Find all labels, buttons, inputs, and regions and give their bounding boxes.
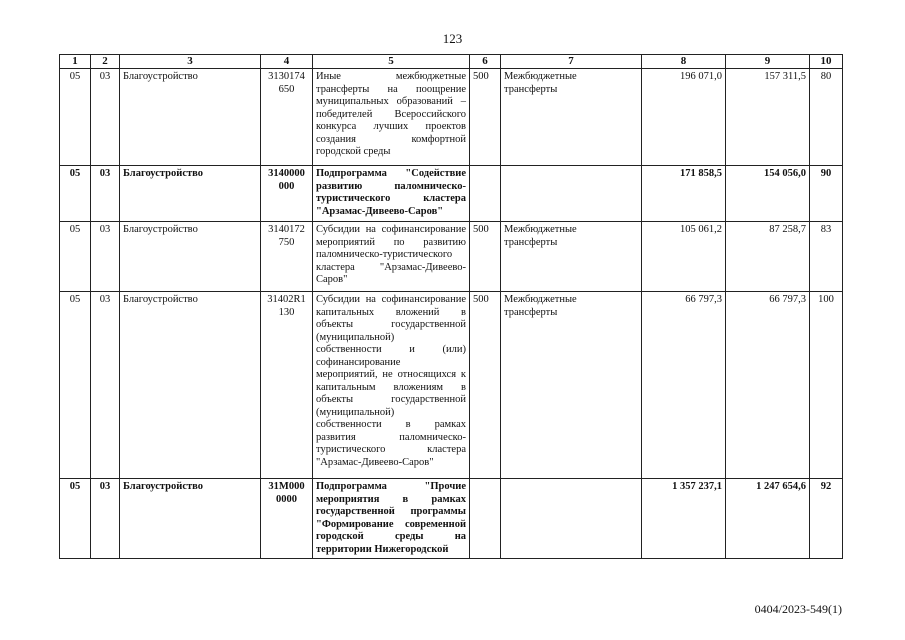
description-cell	[313, 166, 470, 222]
target-article-cell	[261, 69, 313, 166]
description-cell-line: капитальным вложениям в	[316, 381, 466, 393]
amount-actual-cell: 1 247 654,6	[726, 479, 810, 559]
expense-type-name-cell-line: трансферты	[504, 236, 558, 248]
target-article-cell-line: 3140172	[268, 224, 305, 235]
amount-actual-cell: 87 258,7	[726, 222, 810, 292]
section-name-cell: Благоустройство	[120, 292, 261, 479]
description-cell-line: софинансирование	[316, 356, 401, 368]
subsection-code-cell: 03	[91, 479, 120, 559]
header-cell: 9	[726, 55, 810, 69]
amount-plan-cell: 105 061,2	[642, 222, 726, 292]
percent-cell: 100	[810, 292, 843, 479]
expense-type-name-cell-line: трансферты	[504, 83, 558, 95]
header-cell: 3	[120, 55, 261, 69]
target-article-cell	[261, 292, 313, 479]
description-cell	[313, 292, 470, 479]
section-code-cell: 05	[60, 222, 91, 292]
table-row	[60, 222, 843, 292]
header-cell: 4	[261, 55, 313, 69]
subsection-code-cell: 03	[91, 292, 120, 479]
page-number: 123	[442, 31, 463, 46]
amount-plan-cell: 171 858,5	[642, 166, 726, 222]
percent-cell: 92	[810, 479, 843, 559]
description-cell-line: собственности в рамках	[316, 419, 466, 430]
description-cell-line: развития паломническо-	[316, 431, 466, 443]
header-cell: 10	[810, 55, 843, 69]
description-cell-line: муниципальных образований –	[316, 96, 466, 107]
section-name-cell: Благоустройство	[120, 222, 261, 292]
section-code-cell: 05	[60, 69, 91, 166]
expense-type-name-cell	[501, 479, 642, 559]
description-cell-line: победителей Всероссийского	[316, 108, 466, 120]
description-cell-line: капитальных вложений в	[316, 306, 466, 318]
section-code-cell: 05	[60, 479, 91, 559]
subsection-code-cell: 03	[91, 166, 120, 222]
target-article-cell-line: 31М000	[268, 481, 305, 492]
description-cell-line: создания комфортной	[316, 133, 466, 145]
description-cell-line: "Арзамас-Дивеево-Саров"	[316, 205, 444, 217]
description-cell-line: Саров"	[316, 274, 348, 285]
description-cell-line: Субсидии на софинансирование	[316, 224, 466, 235]
expense-type-cell	[470, 166, 501, 222]
target-article-cell-line: 3130174	[268, 71, 305, 82]
description-cell-line: паломническо-туристического	[316, 249, 453, 260]
target-article-cell-line: 0000	[276, 493, 297, 505]
description-cell-line: развитию паломническо-	[316, 180, 466, 192]
expense-type-name-cell	[501, 166, 642, 222]
amount-actual-cell: 66 797,3	[726, 292, 810, 479]
expense-type-cell: 500	[470, 69, 501, 166]
description-cell-line: Подпрограмма "Содействие	[316, 168, 466, 179]
expense-type-name-cell-line: трансферты	[504, 306, 558, 318]
section-name-cell: Благоустройство	[120, 69, 261, 166]
description-cell	[313, 479, 470, 559]
amount-actual-cell: 157 311,5	[726, 69, 810, 166]
target-article-cell	[261, 166, 313, 222]
table-row	[60, 479, 843, 559]
amount-plan-cell: 1 357 237,1	[642, 479, 726, 559]
target-article-cell-line: 750	[278, 236, 295, 248]
document-code: 0404/2023-549(1)	[754, 602, 842, 616]
header-cell: 1	[60, 55, 91, 69]
description-cell-line: туристического кластера	[316, 193, 466, 204]
expense-type-name-cell-line: Межбюджетные	[504, 294, 577, 305]
expense-type-name-cell	[501, 222, 642, 292]
target-article-cell	[261, 222, 313, 292]
expense-type-name-cell-line: Межбюджетные	[504, 224, 577, 235]
target-article-cell-line: 31402R1	[267, 294, 306, 305]
description-cell-line: "Формирование современной	[316, 518, 466, 530]
budget-table	[59, 54, 843, 559]
expense-type-cell: 500	[470, 292, 501, 479]
section-code-cell: 05	[60, 166, 91, 222]
target-article-cell-line: 650	[278, 83, 295, 95]
target-article-cell-line: 130	[278, 306, 295, 318]
target-article-cell	[261, 479, 313, 559]
header-cell: 2	[91, 55, 120, 69]
section-name-cell: Благоустройство	[120, 166, 261, 222]
percent-cell: 80	[810, 69, 843, 166]
target-article-cell-line: 000	[278, 180, 295, 192]
description-cell-line: кластера "Арзамас-Дивеево-	[316, 261, 466, 273]
expense-type-name-cell-line: Межбюджетные	[504, 71, 577, 82]
description-cell-line: "Арзамас-Дивеево-Саров"	[316, 456, 434, 468]
header-cell: 8	[642, 55, 726, 69]
description-cell-line: туристического кластера	[316, 444, 466, 455]
expense-type-name-cell	[501, 69, 642, 166]
description-cell-line: Подпрограмма "Прочие	[316, 481, 466, 492]
table-row	[60, 69, 843, 166]
description-cell-line: конкурса лучших проектов	[316, 121, 466, 132]
description-cell	[313, 69, 470, 166]
subsection-code-cell: 03	[91, 69, 120, 166]
section-name-cell: Благоустройство	[120, 479, 261, 559]
description-cell-line: городской среды	[316, 146, 391, 157]
amount-plan-cell: 196 071,0	[642, 69, 726, 166]
description-cell-line: мероприятий, не относящихся к	[316, 369, 466, 380]
table-row	[60, 292, 843, 479]
description-cell-line: объекты государственной	[316, 394, 466, 405]
description-cell-line: Субсидии на софинансирование	[316, 294, 466, 305]
percent-cell: 83	[810, 222, 843, 292]
table-header-row	[60, 55, 843, 69]
description-cell	[313, 222, 470, 292]
amount-plan-cell: 66 797,3	[642, 292, 726, 479]
description-cell-line: мероприятий по развитию	[316, 236, 466, 248]
description-cell-line: мероприятия в рамках	[316, 493, 466, 505]
description-cell-line: объекты государственной	[316, 319, 466, 330]
table-row	[60, 166, 843, 222]
target-article-cell-line: 3140000	[268, 168, 305, 179]
expense-type-cell	[470, 479, 501, 559]
percent-cell: 90	[810, 166, 843, 222]
description-cell-line: государственной программы	[316, 506, 466, 517]
description-cell-line: территории Нижегородской	[316, 543, 449, 555]
header-cell: 7	[501, 55, 642, 69]
expense-type-name-cell	[501, 292, 642, 479]
description-cell-line: Иные межбюджетные	[316, 71, 466, 82]
expense-type-cell: 500	[470, 222, 501, 292]
description-cell-line: городской среды на	[316, 531, 466, 542]
amount-actual-cell: 154 056,0	[726, 166, 810, 222]
header-cell: 6	[470, 55, 501, 69]
header-cell: 5	[313, 55, 470, 69]
description-cell-line: (муниципальной)	[316, 331, 395, 343]
description-cell-line: собственности и (или)	[316, 344, 466, 355]
description-cell-line: (муниципальной)	[316, 406, 395, 418]
description-cell-line: трансферты на поощрение	[316, 83, 466, 95]
section-code-cell: 05	[60, 292, 91, 479]
subsection-code-cell: 03	[91, 222, 120, 292]
